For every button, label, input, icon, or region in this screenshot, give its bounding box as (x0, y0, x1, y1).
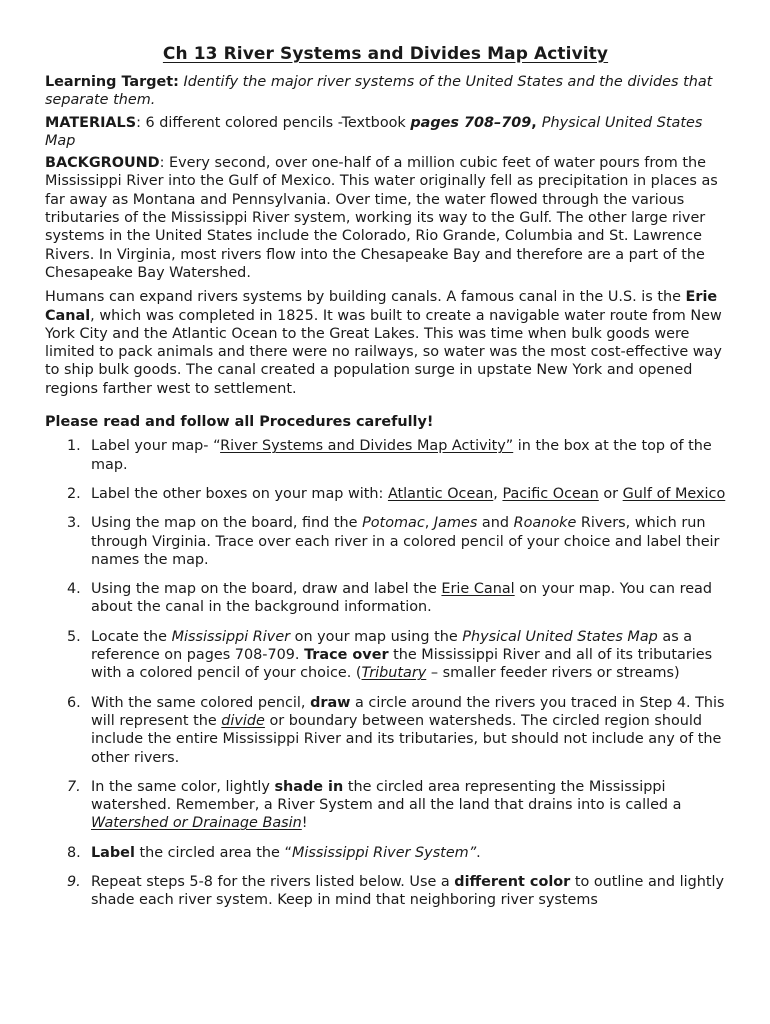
step-text: the circled area the “ (134, 844, 292, 861)
step-number: 5. (67, 628, 81, 645)
step-text: on your map using the (290, 628, 463, 645)
step-text: the Mississippi River and all of its tributaries with a colored pencil of your choice. ( (91, 647, 713, 682)
materials-comma: , (531, 114, 542, 131)
step-4 (45, 580, 726, 617)
trace-over-term: Trace over (304, 647, 389, 664)
erie-canal-underlined: Erie Canal (441, 581, 515, 598)
materials-text: : 6 different colored pencils -Textbook (136, 114, 411, 131)
learning-target-text: Identify the major river systems of the United States and the divides that separate them. (45, 74, 713, 109)
different-color-term: different color (454, 873, 571, 890)
step-number: 4. (67, 581, 81, 598)
mississippi-system-term: Mississippi River System” (291, 844, 477, 861)
gulf-of-mexico-term: Gulf of Mexico (622, 485, 726, 502)
background-text: : Every second, over one-half of a million cubic feet of water pours from the Mississippi River into the Gulf of Mexico. This water originally fell as precipitation in places as far away as Montana and Pennsylvania. Over time, the water flowed through the various tributaries of the Mississippi River system, working its way to the Gulf. The other large river systems in the United States include the Colorado, Rio Grande, Columbia and St. Lawrence Rivers. In Virginia, most rivers flow into the Chesapeake Bay and therefore are a part of the Chesapeake Bay Watershed. (45, 155, 718, 281)
step-underlined: River Systems and Divides Map Activity” (220, 438, 514, 455)
step-number: 2. (67, 485, 81, 502)
step-2 (45, 485, 726, 503)
step-text: Using the map on the board, find the (91, 515, 363, 532)
step-8 (45, 844, 726, 862)
step-text: the circled area representing the Mississippi watershed. Remember, a River System and all the land that drains into is called a (91, 778, 682, 814)
canal-text-a: Humans can expand rivers systems by building canals. A famous canal in the U.S. is the (45, 289, 686, 306)
step-text: Rivers, which run through Virginia. Trace over each river in a colored pencil of your choice and label their names the map. (91, 515, 720, 568)
step-text: a circle around the rivers you traced in Step 4. This will represent the (91, 694, 725, 729)
atlantic-ocean-term: Atlantic Ocean (387, 485, 494, 502)
step-text: Repeat steps 5-8 for the rivers listed below. Use a (91, 873, 455, 890)
roanoke-term: Roanoke (513, 515, 577, 532)
step-3 (45, 514, 726, 569)
step-text: – smaller feeder rivers or streams) (426, 665, 680, 682)
physical-map-term: Physical United States Map (462, 628, 658, 645)
step-text: Using the map on the board, draw and label the (91, 581, 442, 598)
step-text: in the box at the top of the map. (91, 438, 712, 473)
james-term: James (433, 515, 478, 532)
step-number: 6. (67, 694, 81, 711)
label-term: Label (91, 844, 135, 861)
step-text: or boundary between watersheds. The circled region should include the entire Mississippi River and its tributaries, but should not include any of the other rivers. (91, 712, 722, 766)
step-number: 3. (67, 515, 81, 532)
background-paragraph (45, 154, 726, 282)
step-text: ! (301, 815, 308, 832)
materials-label: MATERIALS (45, 114, 137, 131)
watershed-term: Watershed or Drainage Basin (91, 815, 302, 832)
page-title: Ch 13 River Systems and Divides Map Activity (162, 44, 609, 64)
step-5 (45, 628, 726, 683)
draw-term: draw (310, 694, 351, 711)
step-6 (45, 694, 726, 767)
divide-term: divide (221, 712, 265, 729)
step-7 (45, 778, 726, 833)
background-label: BACKGROUND (45, 155, 160, 172)
step-text: , (424, 515, 434, 532)
pacific-ocean-term: Pacific Ocean (502, 485, 599, 502)
step-text: to outline and lightly shade each river system. Keep in mind that neighboring river systems (91, 873, 725, 909)
materials (45, 114, 726, 151)
step-text: . (476, 844, 481, 861)
tributary-term: Tributary (361, 665, 427, 682)
materials-pages: pages 708–709 (410, 114, 532, 131)
mississippi-river-term: Mississippi River (171, 628, 291, 645)
step-text: Locate the (91, 628, 172, 645)
learning-target-label: Learning Target: (45, 74, 179, 90)
erie-canal-term: Erie Canal (45, 289, 718, 324)
canal-text-b: , which was completed in 1825. It was built to create a navigable water route from New York City and the Atlantic Ocean to the Great Lakes. This was time when bulk goods were limited to pack animals and there were no railways, so water was the most cost-effective way to ship bulk goods. The canal created a population surge in upstate New York and opened regions farther west to settlement. (45, 307, 722, 397)
step-9 (45, 873, 726, 910)
step-text: In the same color, lightly (91, 778, 275, 795)
step-text: Label the other boxes on your map with: (91, 485, 388, 502)
step-text: , (493, 485, 503, 502)
step-number: 9. (67, 873, 81, 890)
step-number: 1. (67, 438, 81, 455)
step-text: as a reference on pages 708-709. (91, 628, 693, 664)
procedure-list (45, 437, 726, 909)
step-number: 8. (67, 844, 81, 861)
step-text: on your map. You can read about the canal in the background information. (91, 581, 713, 616)
step-text: or (598, 485, 623, 502)
step-text: and (477, 515, 514, 532)
step-text: With the same colored pencil, (91, 694, 311, 711)
procedures-heading: Please read and follow all Procedures carefully! (45, 414, 434, 431)
learning-target (45, 73, 726, 110)
materials-map: Physical United States Map (45, 114, 703, 149)
step-1 (45, 437, 726, 474)
step-text: Label your map- “ (91, 438, 221, 455)
shade-in-term: shade in (274, 778, 344, 795)
step-number: 7. (67, 778, 81, 795)
canal-paragraph (45, 288, 726, 398)
potomac-term: Potomac (362, 515, 425, 532)
